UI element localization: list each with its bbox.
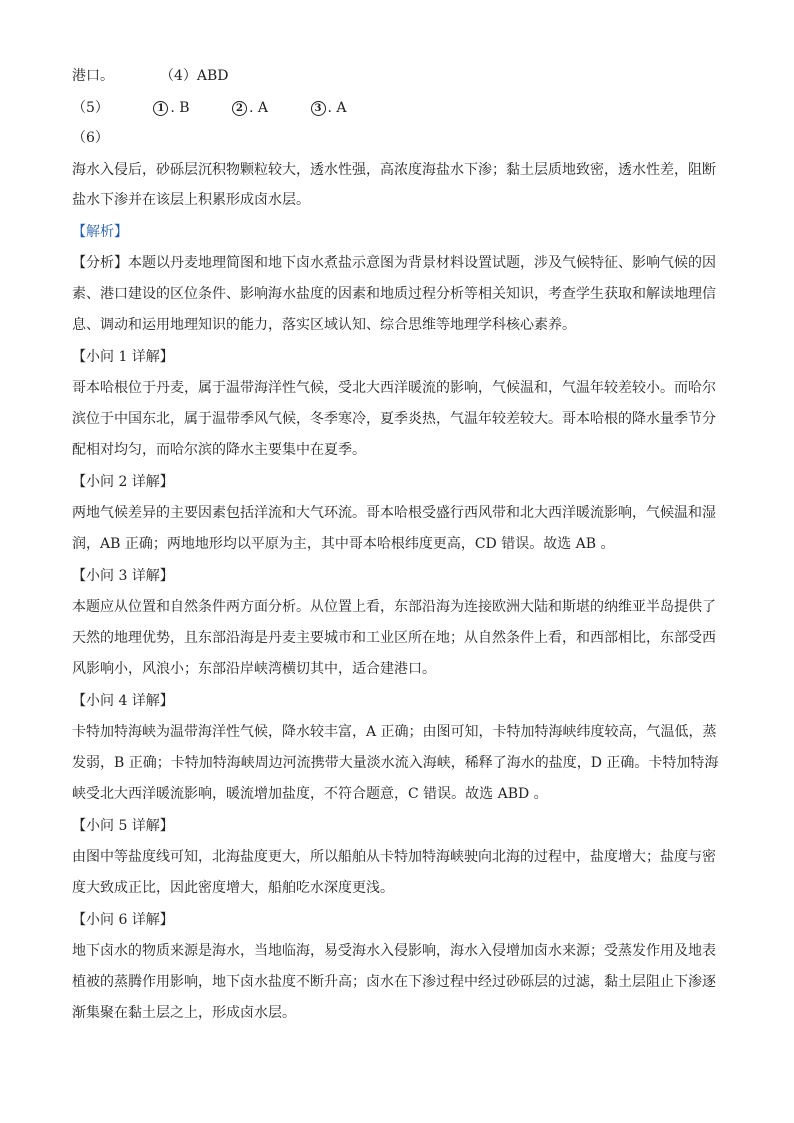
- section-1-heading: 【小问 1 详解】: [72, 349, 174, 365]
- section-4-line-1: 卡特加特海峡为温带海洋性气候，降水较丰富，A 正确；由图可知，卡特加特海峡纬度较高，气温低，蒸: [72, 724, 717, 740]
- section-5-heading: 【小问 5 详解】: [72, 818, 174, 834]
- section-5-line-2: 度大致成正比，因此密度增大，船舶吃水深度更浅。: [72, 880, 394, 896]
- section-5-line-1: 由图中等盐度线可知，北海盐度更大，所以船舶从卡特加特海峡驶向北海的过程中，盐度增大；盐度与密: [72, 849, 716, 865]
- section-1-line-2: 滨位于中国东北，属于温带季风气候，冬季寒冷，夏季炎热，气温年较差较大。哥本哈根的降水量季节分: [72, 411, 716, 427]
- section-2-line-2: 润，AB 正确；两地地形均以平原为主，其中哥本哈根纬度更高，CD 错误。故选 AB 。: [72, 536, 615, 552]
- section-6-line-1: 地下卤水的物质来源是海水，当地临海，易受海水入侵影响，海水入侵增加卤水来源；受蒸发作用及地表: [72, 943, 716, 959]
- analysis-title: 【解析】: [72, 224, 128, 240]
- section-4-heading: 【小问 4 详解】: [72, 693, 174, 709]
- circled-number-2: 2: [232, 101, 247, 116]
- section-2-heading: 【小问 2 详解】: [72, 474, 174, 490]
- answer-5-item-1: . B: [170, 100, 190, 116]
- section-2-line-1: 两地气候差异的主要因素包括洋流和大气环流。哥本哈根受盛行西风带和北大西洋暖流影响，气候温和湿: [72, 505, 716, 521]
- section-1-line-3: 配相对均匀，而哈尔滨的降水主要集中在夏季。: [72, 442, 366, 458]
- section-4-line-2: 发弱，B 正确；卡特加特海峡周边河流携带大量淡水流入海峡，稀释了海水的盐度，D 正确。卡特加特海: [72, 755, 719, 771]
- circled-number-3: 3: [311, 101, 326, 116]
- analysis-intro-line-1: 【分析】本题以丹麦地理简图和地下卤水煮盐示意图为背景材料设置试题，涉及气候特征、影响气候的因: [72, 255, 716, 271]
- answer-line-4: [72, 66, 722, 86]
- section-4-line-3: 峡受北大西洋暖流影响，暖流增加盐度，不符合题意，C 错误。故选 ABD 。: [72, 786, 548, 802]
- answer-6-label: （6）: [72, 130, 109, 146]
- answer-5-item-2: . A: [249, 100, 269, 116]
- section-3-heading: 【小问 3 详解】: [72, 568, 174, 584]
- answer-3-tail: 港口。: [72, 68, 114, 84]
- section-6-heading: 【小问 6 详解】: [72, 912, 174, 928]
- answer-line-5: [72, 98, 722, 118]
- section-1-line-1: 哥本哈根位于丹麦，属于温带海洋性气候，受北大西洋暖流的影响，气候温和，气温年较差较小。而哈尔: [72, 380, 716, 396]
- section-3-line-3: 风影响小，风浪小；东部沿岸峡湾横切其中，适合建港口。: [72, 661, 436, 677]
- answer-5-label: （5）: [72, 100, 109, 116]
- answer-4: （4）ABD: [160, 68, 229, 84]
- answer-6-line-2: 盐水下渗并在该层上积累形成卤水层。: [72, 192, 310, 208]
- analysis-intro-line-3: 息、调动和运用地理知识的能力，落实区域认知、综合思维等地理学科核心素养。: [72, 317, 576, 333]
- circled-number-1: 1: [153, 101, 168, 116]
- section-6-line-2: 植被的蒸腾作用影响，地下卤水盐度不断升高；卤水在下渗过程中经过砂砾层的过滤，黏土层阻止下渗逐: [72, 974, 716, 990]
- section-6-line-3: 渐集聚在黏土层之上，形成卤水层。: [72, 1005, 296, 1021]
- section-3-line-2: 天然的地理优势，且东部沿海是丹麦主要城市和工业区所在地；从自然条件上看，和西部相比，东部受西: [72, 630, 716, 646]
- answer-6-line-1: 海水入侵后，砂砾层沉积物颗粒较大，透水性强，高浓度海盐水下渗；黏土层质地致密，透水性差，阻断: [72, 162, 716, 178]
- analysis-intro-line-2: 素、港口建设的区位条件、影响海水盐度的因素和地质过程分析等相关知识，考查学生获取和解读地理信: [72, 286, 716, 302]
- section-3-line-1: 本题应从位置和自然条件两方面分析。从位置上看，东部沿海为连接欧洲大陆和斯堪的纳维亚半岛提供了: [72, 599, 716, 615]
- answer-5-item-3: . A: [327, 100, 347, 116]
